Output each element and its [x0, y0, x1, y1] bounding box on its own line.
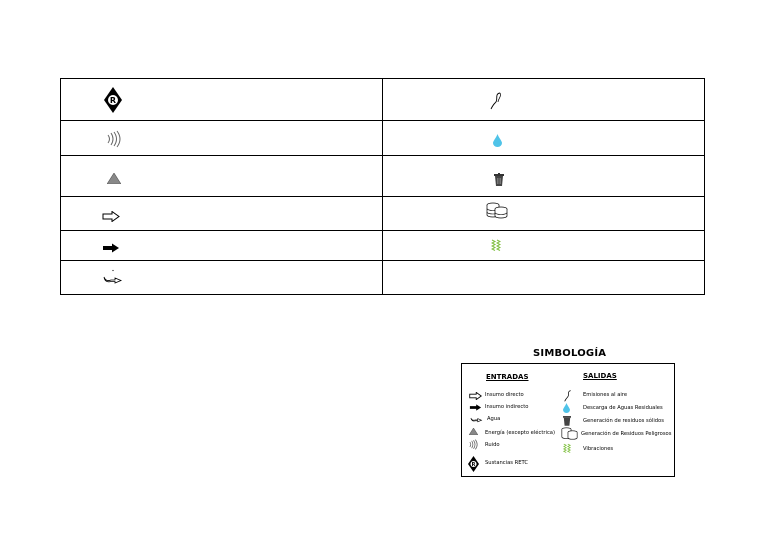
- legend-item-insumo-directo: Insumo directo: [485, 392, 524, 398]
- legend-item-sustancias-retc: Sustancias RETC: [485, 460, 528, 466]
- insumo-directo-icon: [102, 211, 120, 222]
- descarga-aguas-icon: [563, 403, 570, 413]
- insumo-directo-icon: [469, 392, 482, 400]
- table-cell: [383, 261, 705, 295]
- legend-item-insumo-indirecto: Insumo indirecto: [485, 404, 529, 410]
- table-cell: [61, 121, 383, 156]
- residuos-peligrosos-icon: [486, 202, 508, 219]
- agua-icon: [103, 269, 123, 285]
- insumo-indirecto-icon: [469, 404, 482, 411]
- sustancias-retc-icon: [468, 456, 479, 472]
- vibraciones-icon: [491, 239, 501, 252]
- legend-item-energia: Energía (excepto eléctrica): [485, 430, 555, 436]
- table-cell: [61, 231, 383, 261]
- legend-title: SIMBOLOGÍA: [533, 348, 607, 359]
- emisiones-aire-icon: [490, 92, 502, 110]
- table-cell: [383, 231, 705, 261]
- vibraciones-icon: [563, 443, 571, 454]
- table-cell: [61, 261, 383, 295]
- table-cell: [61, 197, 383, 231]
- energia-icon: [107, 173, 121, 184]
- legend-item-vibraciones: Vibraciones: [583, 446, 614, 452]
- symbols-table: [60, 78, 705, 295]
- svg-text:R: R: [109, 96, 117, 105]
- residuos-peligrosos-icon: [561, 427, 578, 440]
- table-cell: [383, 197, 705, 231]
- residuos-solidos-icon: [494, 173, 504, 186]
- table-cell: [383, 156, 705, 197]
- ruido-icon: [105, 130, 123, 148]
- ruido-icon: [468, 439, 479, 450]
- legend-item-agua: Agua: [487, 416, 501, 422]
- legend-item-emisiones-aire: Emisiones al aire: [583, 392, 628, 398]
- sustancias-retc-icon: [104, 87, 122, 113]
- table-cell: [383, 121, 705, 156]
- legend-item-descarga-aguas: Descarga de Aguas Residuales: [583, 405, 663, 411]
- legend-item-ruido: Ruido: [485, 442, 500, 448]
- legend-box: [461, 363, 675, 477]
- legend-item-residuos-peligrosos: Generación de Residuos Peligrosos: [581, 431, 672, 437]
- insumo-indirecto-icon: [102, 243, 120, 253]
- energia-icon: [469, 428, 478, 435]
- table-cell: [61, 156, 383, 197]
- descarga-aguas-icon: [493, 134, 502, 147]
- svg-text:R: R: [471, 461, 476, 468]
- agua-icon: [469, 413, 484, 423]
- table-cell: [383, 79, 705, 121]
- salidas-header: SALIDAS: [583, 372, 617, 380]
- residuos-solidos-icon: [563, 415, 571, 426]
- entradas-header: ENTRADAS: [486, 373, 529, 381]
- emisiones-aire-icon: [564, 390, 572, 402]
- table-cell: [61, 79, 383, 121]
- legend-item-residuos-solidos: Generación de residuos sólidos: [583, 418, 664, 424]
